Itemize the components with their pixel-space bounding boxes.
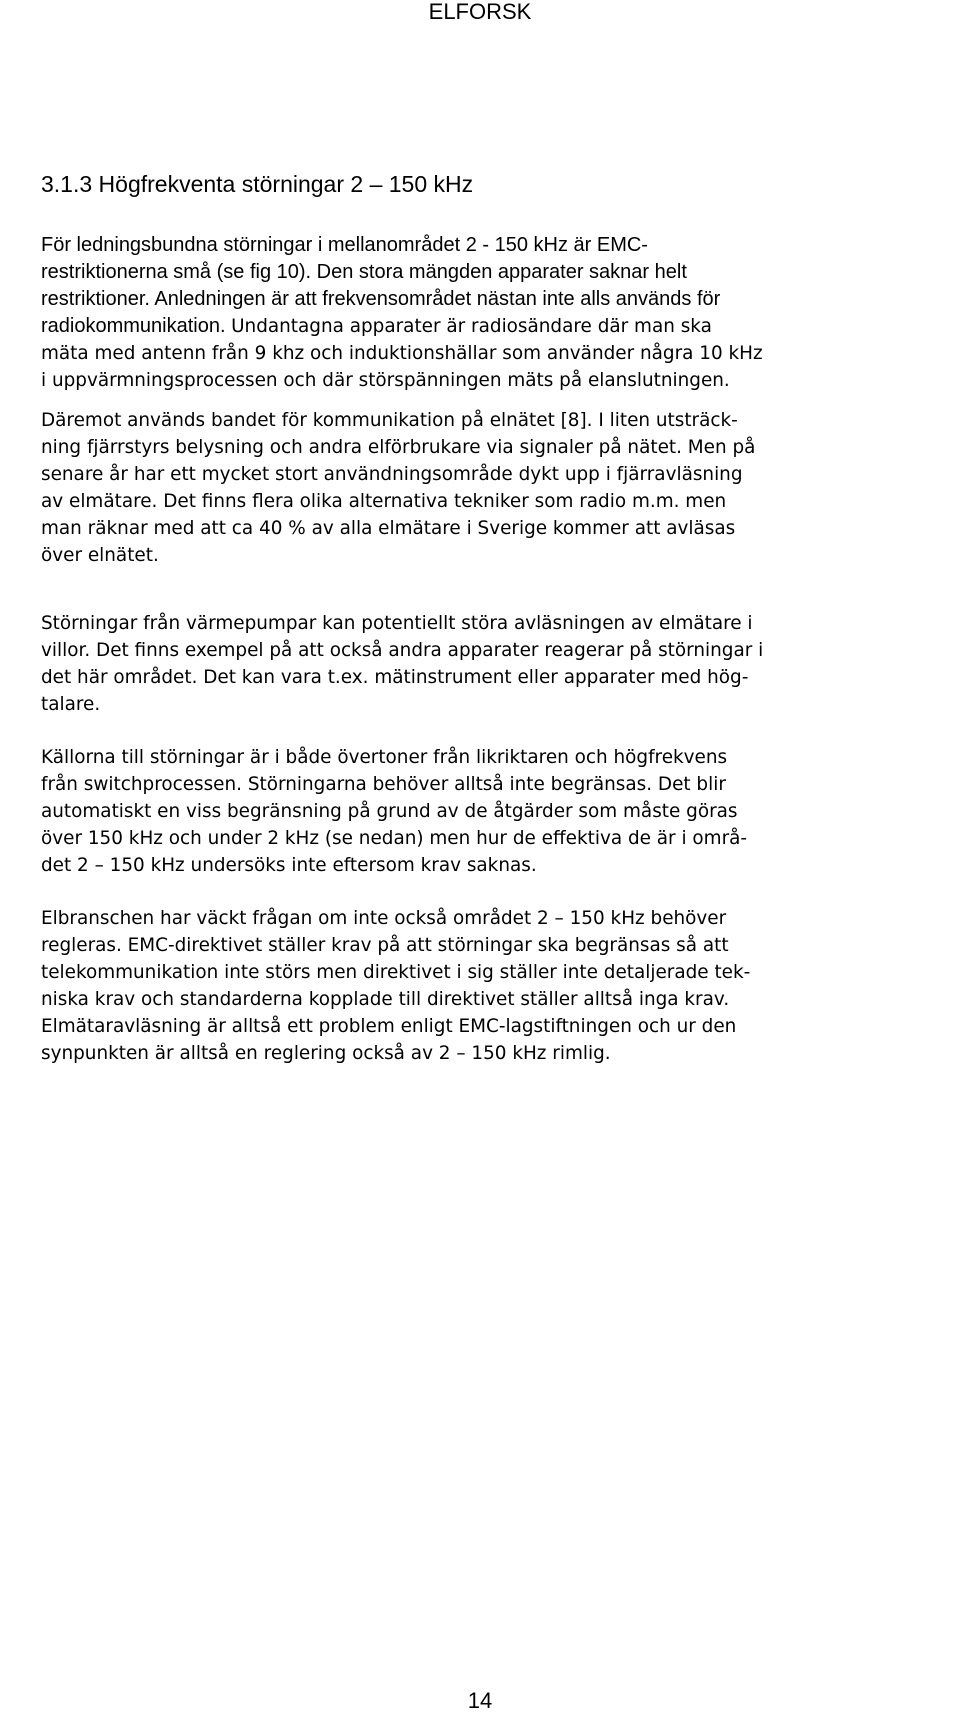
text-line: man räknar med att ca 40 % av alla elmätare i Sverige kommer att avläsas	[41, 518, 736, 539]
text-line-mixed	[41, 313, 921, 340]
text-line: över elnätet.	[41, 545, 159, 566]
text-line: Källorna till störningar är i både övertoner från likriktaren och högfrekvens	[41, 747, 728, 768]
text-line: mäta med antenn från 9 khz och induktionshällar som använder några 10 kHz	[41, 343, 763, 364]
text-line: i uppvärmningsprocessen och där störspänningen mäts på elanslutningen.	[41, 370, 730, 391]
text-line: från switchprocessen. Störningarna behöver alltså inte begränsas. Det blir	[41, 774, 726, 795]
text-line: För ledningsbundna störningar i mellanområdet 2 - 150 kHz är EMC-	[41, 234, 648, 256]
text-line: telekommunikation inte störs men direktivet i sig ställer inte detaljerade tek-	[41, 962, 751, 983]
paragraph-3	[41, 610, 921, 718]
paragraph-5	[41, 905, 921, 1067]
text-line: ning fjärrstyrs belysning och andra elförbrukare via signaler på nätet. Men på	[41, 437, 756, 458]
text-line: Elmätaravläsning är alltså ett problem enligt EMC-lagstiftningen och ur den	[41, 1016, 737, 1037]
text-fragment: radiokommunikation.	[41, 315, 232, 337]
page-number: 14	[467, 1688, 493, 1713]
paragraph-1	[41, 232, 921, 394]
text-line: restriktionerna små (se fig 10). Den stora mängden apparater saknar helt	[41, 261, 687, 283]
paragraph-4	[41, 744, 921, 879]
text-line: senare år har ett mycket stort användningsområde dykt upp i fjärravläsning	[41, 464, 743, 485]
section-heading: 3.1.3 Högfrekventa störningar 2 – 150 kHz	[41, 171, 474, 197]
text-line: Däremot används bandet för kommunikation på elnätet [8]. I liten utsträck-	[41, 410, 738, 431]
text-line: niska krav och standarderna kopplade till direktivet ställer alltså inga krav.	[41, 989, 730, 1010]
text-line: talare.	[41, 694, 101, 715]
text-line: villor. Det finns exempel på att också andra apparater reagerar på störningar i	[41, 640, 764, 661]
text-line: automatiskt en viss begränsning på grund av de åtgärder som måste göras	[41, 801, 738, 822]
text-line: Störningar från värmepumpar kan potentiellt störa avläsningen av elmätare i	[41, 613, 753, 634]
text-line: synpunkten är alltså en reglering också av 2 – 150 kHz rimlig.	[41, 1043, 611, 1064]
text-line: regleras. EMC-direktivet ställer krav på att störningar ska begränsas så att	[41, 935, 729, 956]
running-header: ELFORSK	[428, 0, 532, 24]
text-line: restriktioner. Anledningen är att frekvensområdet nästan inte alls används för	[41, 288, 721, 310]
text-line: det 2 – 150 kHz undersöks inte eftersom krav saknas.	[41, 855, 537, 876]
text-line: över 150 kHz och under 2 kHz (se nedan) men hur de effektiva de är i områ-	[41, 828, 748, 849]
text-line: det här området. Det kan vara t.ex. mätinstrument eller apparater med hög-	[41, 667, 749, 688]
text-line: av elmätare. Det finns flera olika alternativa tekniker som radio m.m. men	[41, 491, 727, 512]
text-fragment: Undantagna apparater är radiosändare där man ska	[231, 316, 712, 337]
text-line: Elbranschen har väckt frågan om inte också området 2 – 150 kHz behöver	[41, 908, 727, 929]
paragraph-2	[41, 407, 921, 569]
